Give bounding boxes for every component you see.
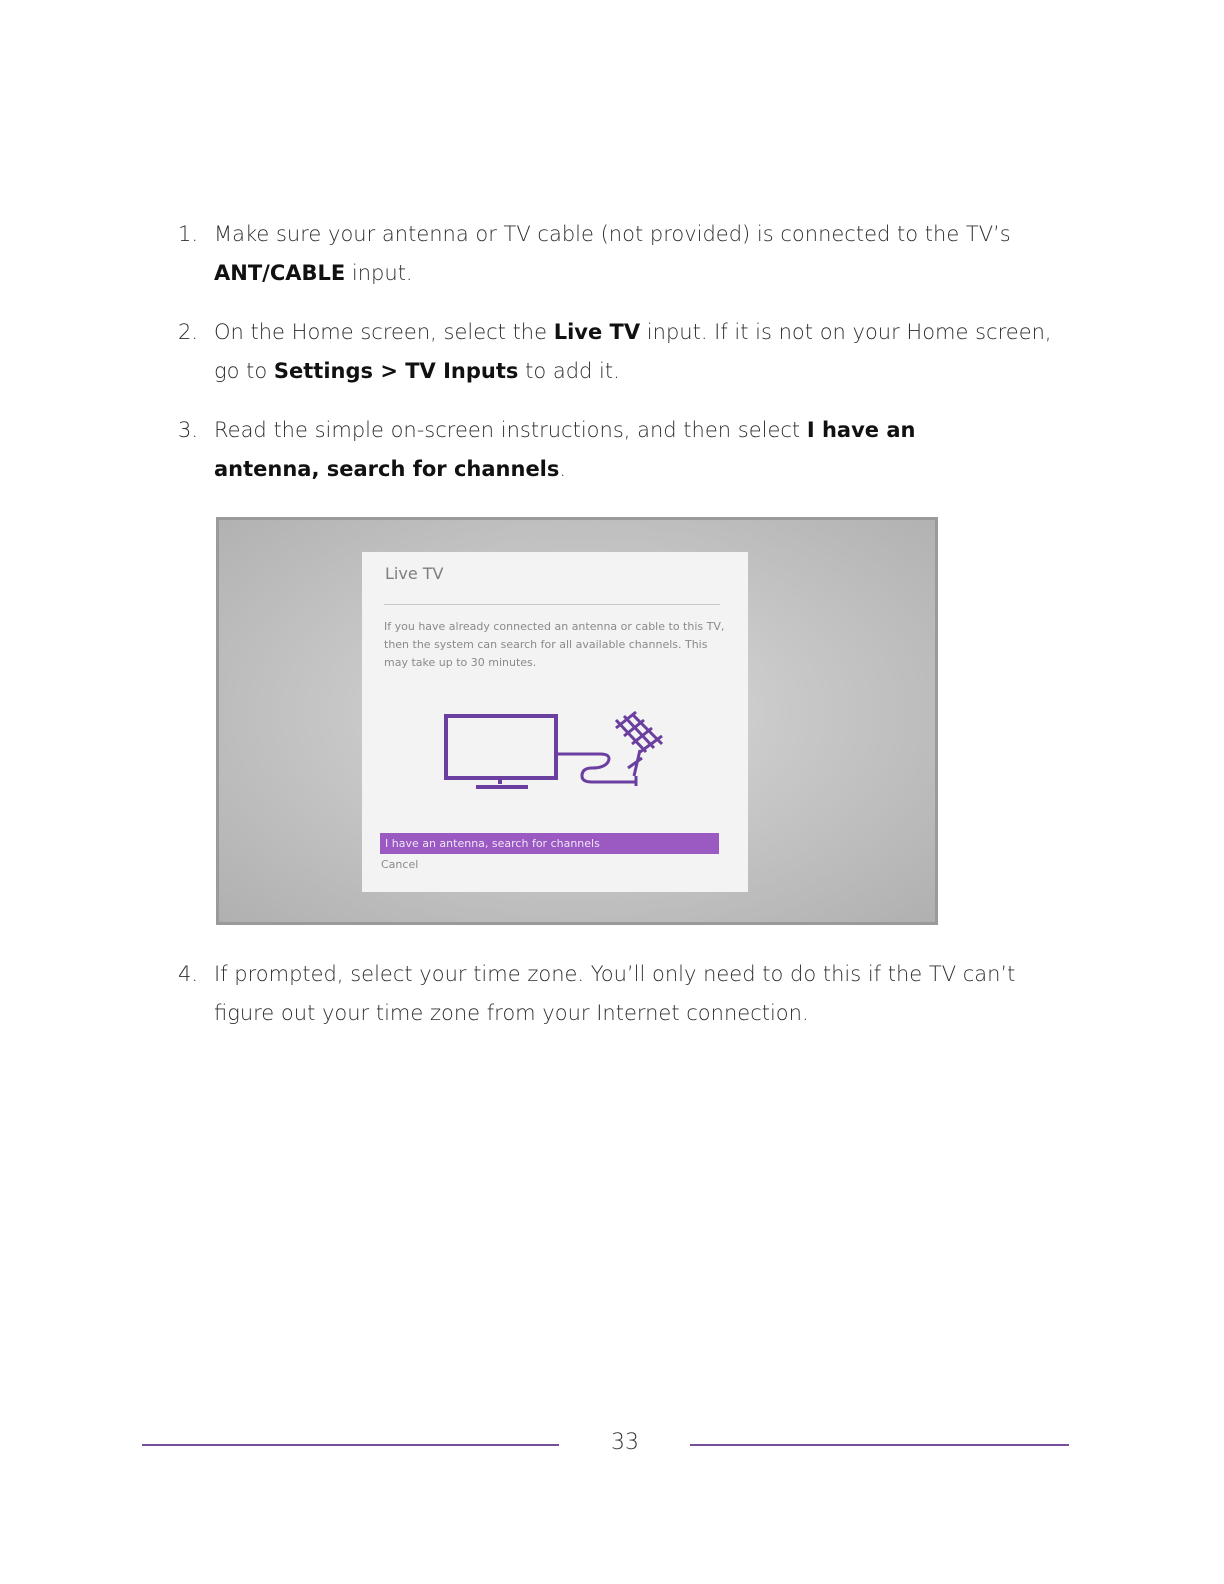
live-tv-screenshot (216, 517, 938, 925)
cancel-option[interactable]: Cancel (381, 858, 419, 871)
step-text: Read the simple on-screen instructions, and then select I have an antenna, search for channels. (214, 418, 916, 481)
footer-rule-left (142, 1444, 559, 1446)
step-number: 3. (178, 418, 199, 442)
dialog-title: Live TV (385, 564, 444, 583)
step-text: Make sure your antenna or TV cable (not provided) is connected to the TV’s ANT/CABLE input. (214, 222, 1011, 285)
dialog-body-text: If you have already connected an antenna or cable to this TV, then the system can search for all available channels. This may take up to 30 minutes. (384, 620, 725, 669)
step-text: If prompted, select your time zone. You’ll only need to do this if the TV can’t figure out your time zone from your Internet connection. (214, 962, 1016, 1025)
footer-rule-right (690, 1444, 1069, 1446)
cable-icon (558, 754, 636, 786)
step-number: 2. (178, 320, 199, 344)
tv-antenna-illustration (440, 706, 670, 796)
step-text: On the Home screen, select the Live TV input. If it is not on your Home screen, go to Settings > TV Inputs to add it. (214, 320, 1052, 383)
live-tv-dialog (362, 552, 748, 892)
step-number: 4. (178, 962, 199, 986)
antenna-icon (616, 712, 662, 776)
page-number: 33 (611, 1430, 639, 1455)
tv-icon (446, 716, 556, 787)
step-number: 1. (178, 222, 199, 246)
search-channels-option[interactable]: I have an antenna, search for channels (380, 833, 719, 854)
dialog-divider (384, 604, 720, 605)
